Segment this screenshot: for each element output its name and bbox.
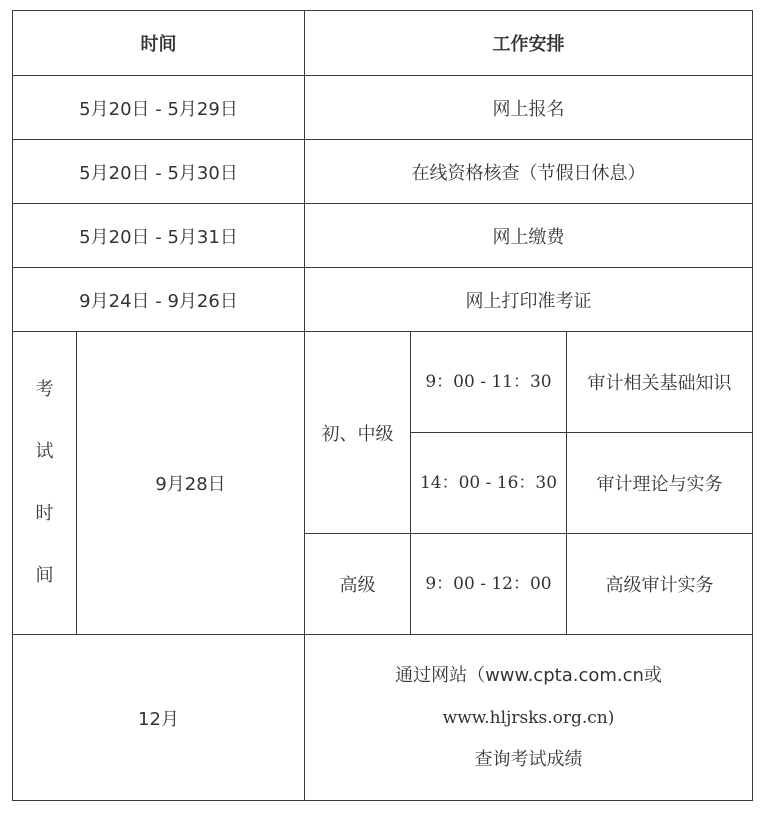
- row-task: 在线资格核查（节假日休息）: [305, 140, 753, 204]
- exam-date: 9月28日: [77, 332, 305, 635]
- row-time: 5月20日 - 5月31日: [13, 204, 305, 268]
- exam-schedule-table: [12, 10, 753, 801]
- exam-time-label: [13, 332, 77, 635]
- level-senior: 高级: [305, 534, 411, 635]
- table-row: [13, 140, 753, 204]
- session-subject: 审计理论与实务: [567, 433, 753, 534]
- result-note-line: www.hljrsks.org.cn): [442, 707, 615, 728]
- result-row: [13, 635, 753, 801]
- row-task: 网上缴费: [305, 204, 753, 268]
- row-time: 9月24日 - 9月26日: [13, 268, 305, 332]
- session-subject: 高级审计实务: [567, 534, 753, 635]
- session-time: 14：00 - 16：30: [411, 433, 567, 534]
- table-row: [13, 204, 753, 268]
- row-task: 网上打印准考证: [305, 268, 753, 332]
- table-row: [13, 268, 753, 332]
- row-time: 5月20日 - 5月29日: [13, 76, 305, 140]
- session-time: 9：00 - 11：30: [411, 332, 567, 433]
- result-note-line: 通过网站（www.cpta.com.cn或: [395, 664, 662, 686]
- result-note: [305, 635, 753, 801]
- result-time: 12月: [13, 635, 305, 801]
- level-junior-intermediate: 初、中级: [305, 332, 411, 534]
- exam-time-label-char: 试: [35, 441, 54, 462]
- session-subject: 审计相关基础知识: [567, 332, 753, 433]
- header-work-arrangement: 工作安排: [305, 11, 753, 76]
- exam-time-label-char: 时: [35, 503, 54, 524]
- row-task: 网上报名: [305, 76, 753, 140]
- row-time: 5月20日 - 5月30日: [13, 140, 305, 204]
- header-time: 时间: [13, 11, 305, 76]
- exam-session-row: [13, 332, 753, 433]
- session-time: 9：00 - 12：00: [411, 534, 567, 635]
- exam-time-label-char: 考: [35, 379, 54, 400]
- table-row: [13, 76, 753, 140]
- exam-time-label-char: 间: [35, 565, 54, 586]
- result-note-line: 查询考试成绩: [474, 748, 583, 770]
